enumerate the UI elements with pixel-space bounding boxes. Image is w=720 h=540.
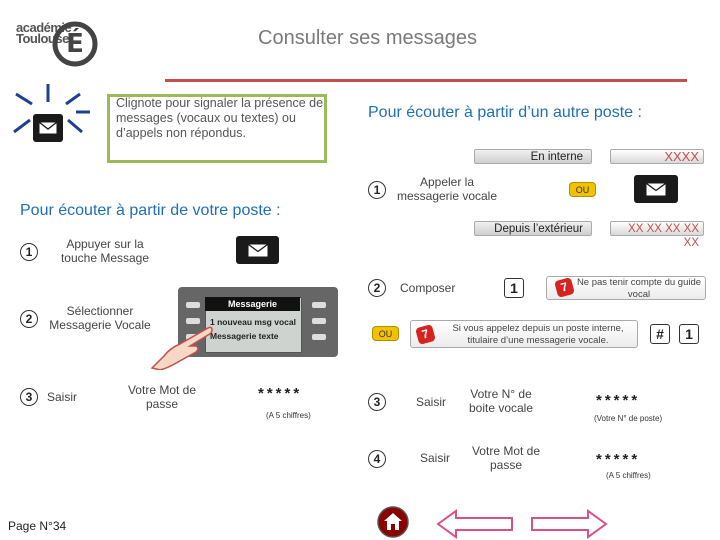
key-7-icon: 7 bbox=[415, 324, 436, 345]
page-number: Page N°34 bbox=[8, 519, 67, 533]
logo-line-1: académie bbox=[16, 20, 72, 35]
ou-badge: OU bbox=[372, 326, 399, 341]
step-3-number: 3 bbox=[20, 388, 38, 406]
message-key-icon bbox=[634, 175, 678, 203]
ignore-guide-text: Ne pas tenir compte du guide vocal bbox=[576, 277, 702, 300]
other-step-4-number: 4 bbox=[368, 450, 386, 468]
password-note: (A 5 chiffres) bbox=[266, 411, 311, 420]
phone-side-button bbox=[186, 302, 200, 308]
external-number: XX XX XX XX XX bbox=[610, 221, 704, 236]
step-3-text: Saisir bbox=[47, 390, 78, 404]
step-2-number: 2 bbox=[20, 310, 38, 328]
logo-line-2: Toulouse bbox=[16, 31, 69, 46]
step-3-extra: Votre Mot de passe bbox=[127, 383, 197, 411]
message-key-icon bbox=[33, 114, 63, 142]
mailbox-note: (Votre N° de poste) bbox=[594, 414, 663, 423]
title-underline bbox=[165, 79, 687, 82]
other-step-4-text: Saisir bbox=[420, 451, 451, 465]
step-2-text: Sélectionner Messagerie Vocale bbox=[49, 304, 151, 332]
password-code: ***** bbox=[258, 385, 303, 402]
external-label: Depuis l’extérieur bbox=[474, 221, 592, 236]
phone-side-button bbox=[312, 302, 326, 308]
own-phone-heading: Pour écouter à partir de votre poste : bbox=[20, 202, 281, 219]
other-step-1-text: Appeler la messagerie vocale bbox=[396, 175, 498, 203]
arrow-left-icon[interactable] bbox=[436, 508, 514, 540]
phone-screen-line-1: 1 nouveau msg vocal bbox=[210, 317, 296, 327]
step-1-text: Appuyer sur la touche Message bbox=[60, 237, 150, 265]
phone-side-button bbox=[312, 334, 326, 340]
arrow-right-icon[interactable] bbox=[530, 508, 608, 540]
other-step-3-extra: Votre N° de boite vocale bbox=[468, 387, 534, 415]
key-hash: # bbox=[650, 324, 670, 344]
phone-side-button bbox=[312, 318, 326, 324]
other-step-2-text: Composer bbox=[400, 281, 456, 295]
home-icon[interactable] bbox=[376, 505, 410, 539]
step-1-number: 1 bbox=[20, 243, 38, 261]
key-1: 1 bbox=[504, 278, 524, 298]
internal-call-text: Si vous appelez depuis un poste interne, titulaire d’une messagerie vocale. bbox=[452, 323, 624, 346]
mailbox-code: ***** bbox=[596, 392, 641, 409]
key-7-icon: 7 bbox=[554, 277, 575, 298]
password-code-2: ***** bbox=[596, 451, 641, 468]
password-note-2: (A 5 chiffres) bbox=[606, 471, 651, 480]
other-step-2-number: 2 bbox=[368, 279, 386, 297]
pointing-hand-icon bbox=[150, 320, 214, 370]
page-title: Consulter ses messages bbox=[258, 27, 477, 49]
ou-badge: OU bbox=[569, 182, 596, 197]
internal-number: XXXX bbox=[610, 149, 704, 164]
svg-text:É: É bbox=[66, 29, 84, 59]
internal-label: En interne bbox=[474, 149, 592, 164]
other-step-4-extra: Votre Mot de passe bbox=[471, 444, 541, 472]
key-1: 1 bbox=[679, 324, 699, 344]
other-step-1-number: 1 bbox=[368, 181, 386, 199]
blink-info-text: Clignote pour signaler la présence de messages (vocaux ou textes) ou d’appels non répondus. bbox=[116, 96, 324, 140]
other-step-3-number: 3 bbox=[368, 393, 386, 411]
phone-screen-header: Messagerie bbox=[205, 297, 300, 311]
message-key-icon bbox=[236, 236, 279, 264]
phone-screen-line-2: Messagerie texte bbox=[210, 331, 279, 341]
internal-call-box bbox=[410, 320, 638, 348]
other-step-3-text: Saisir bbox=[416, 395, 447, 409]
other-phone-heading: Pour écouter à partir d’un autre poste : bbox=[368, 104, 642, 121]
